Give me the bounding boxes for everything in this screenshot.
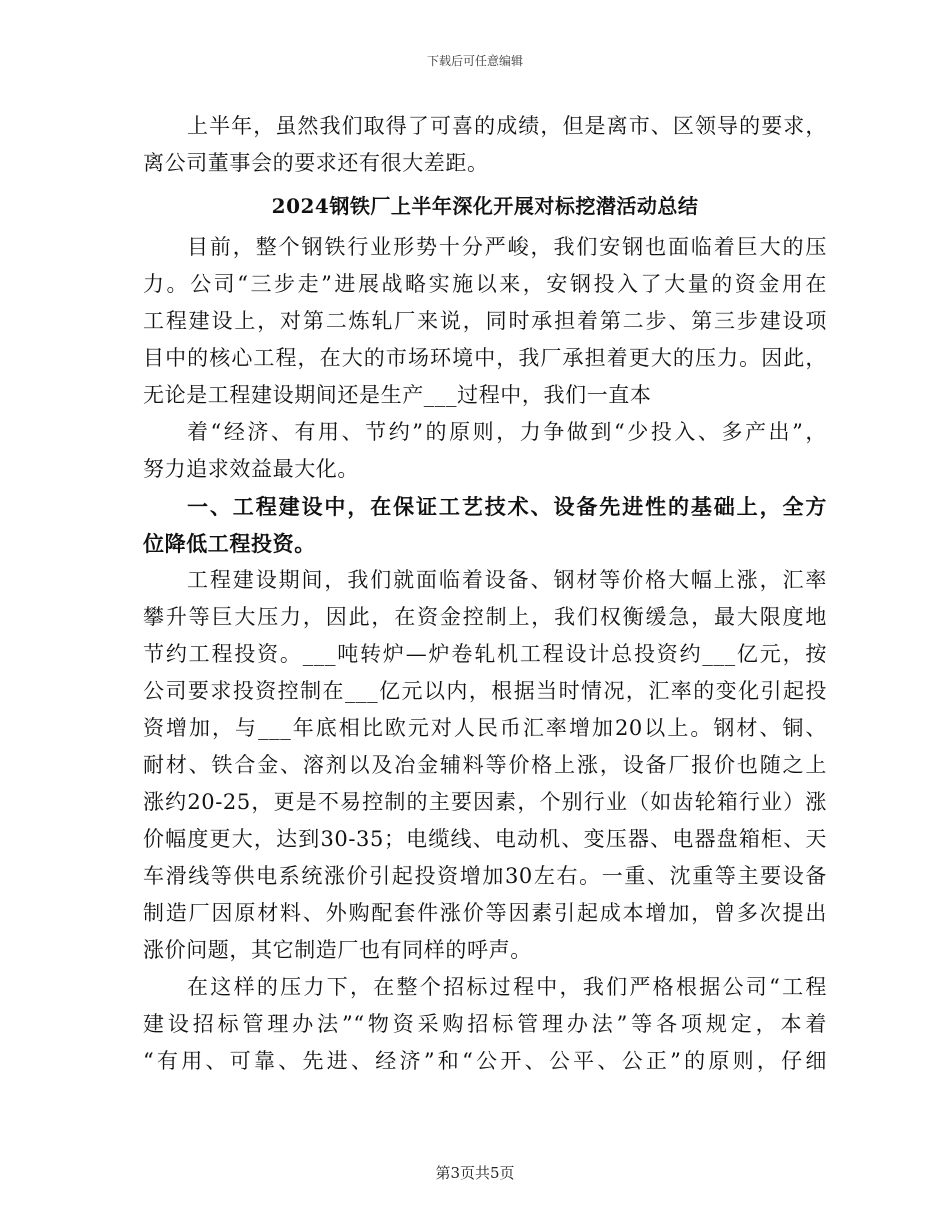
document-body [143,108,827,1080]
paragraph-line: 目中的核心工程，在大的市场环境中，我厂承担着更大的压力。因此， [143,346,827,370]
intro-line: 离公司董事会的要求还有很大差距。 [143,151,489,175]
page-number-footer: 第3页共5页 [435,1164,515,1182]
paragraph-line: 无论是工程建设期间还是生产___过程中，我们一直本 [143,383,652,407]
paragraph-line: 工程建设上，对第二炼轧厂来说，同时承担着第二步、第三步建设项 [143,309,827,333]
paragraph-line: 力。公司“三步走”进展战略实施以来，安钢投入了大量的资金用在 [143,272,827,296]
paragraph-line: 目前，整个钢铁行业形势十分严峻，我们安钢也面临着巨大的压 [187,235,827,259]
paragraph-line: 涨价问题，其它制造厂也有同样的呼声。 [143,938,532,962]
intro-line: 上半年，虽然我们取得了可喜的成绩，但是离市、区领导的要求， [187,114,827,138]
paragraph-line: 涨约20-25，更是不易控制的主要因素，个别行业（如齿轮箱行业）涨 [143,790,827,814]
paragraph-line: 着“经济、有用、节约”的原则，力争做到“少投入、多产出”， [187,420,827,444]
paragraph-line: 资增加，与___年底相比欧元对人民币汇率增加20以上。钢材、铜、 [143,716,827,740]
paragraph-line: 在这样的压力下，在整个招标过程中，我们严格根据公司“工程 [187,975,827,999]
paragraph-line: 节约工程投资。___吨转炉—炉卷轧机工程设计总投资约___亿元，按 [143,642,827,666]
page-header-note: 下载后可任意编辑 [426,54,523,68]
paragraph-line: 努力追求效益最大化。 [143,457,359,481]
paragraph-line: 公司要求投资控制在___亿元以内，根据当时情况，汇率的变化引起投 [143,679,827,703]
paragraph-line: 攀升等巨大压力，因此，在资金控制上，我们权衡缓急，最大限度地 [143,605,827,629]
paragraph-line: 车滑线等供电系统涨价引起投资增加30左右。一重、沈重等主要设备 [143,864,827,888]
paragraph-line: 制造厂因原材料、外购配套件涨价等因素引起成本增加，曾多次提出 [143,901,827,925]
paragraph-line: 耐材、铁合金、溶剂以及冶金辅料等价格上涨，设备厂报价也随之上 [143,753,827,777]
paragraph-line: “有用、可靠、先进、经济”和“公开、公平、公正”的原则，仔细 [143,1049,827,1073]
document-title: 2024钢铁厂上半年深化开展对标挖潜活动总结 [271,194,699,218]
section-heading-line: 一、工程建设中，在保证工艺技术、设备先进性的基础上，全方 [187,494,827,519]
paragraph-line: 工程建设期间，我们就面临着设备、钢材等价格大幅上涨，汇率 [187,568,827,592]
section-heading-line: 位降低工程投资。 [143,531,316,556]
paragraph-line: 价幅度更大，达到30-35；电缆线、电动机、变压器、电器盘箱柜、天 [143,827,827,851]
paragraph-line: 建设招标管理办法”“物资采购招标管理办法”等各项规定，本着 [143,1012,827,1036]
